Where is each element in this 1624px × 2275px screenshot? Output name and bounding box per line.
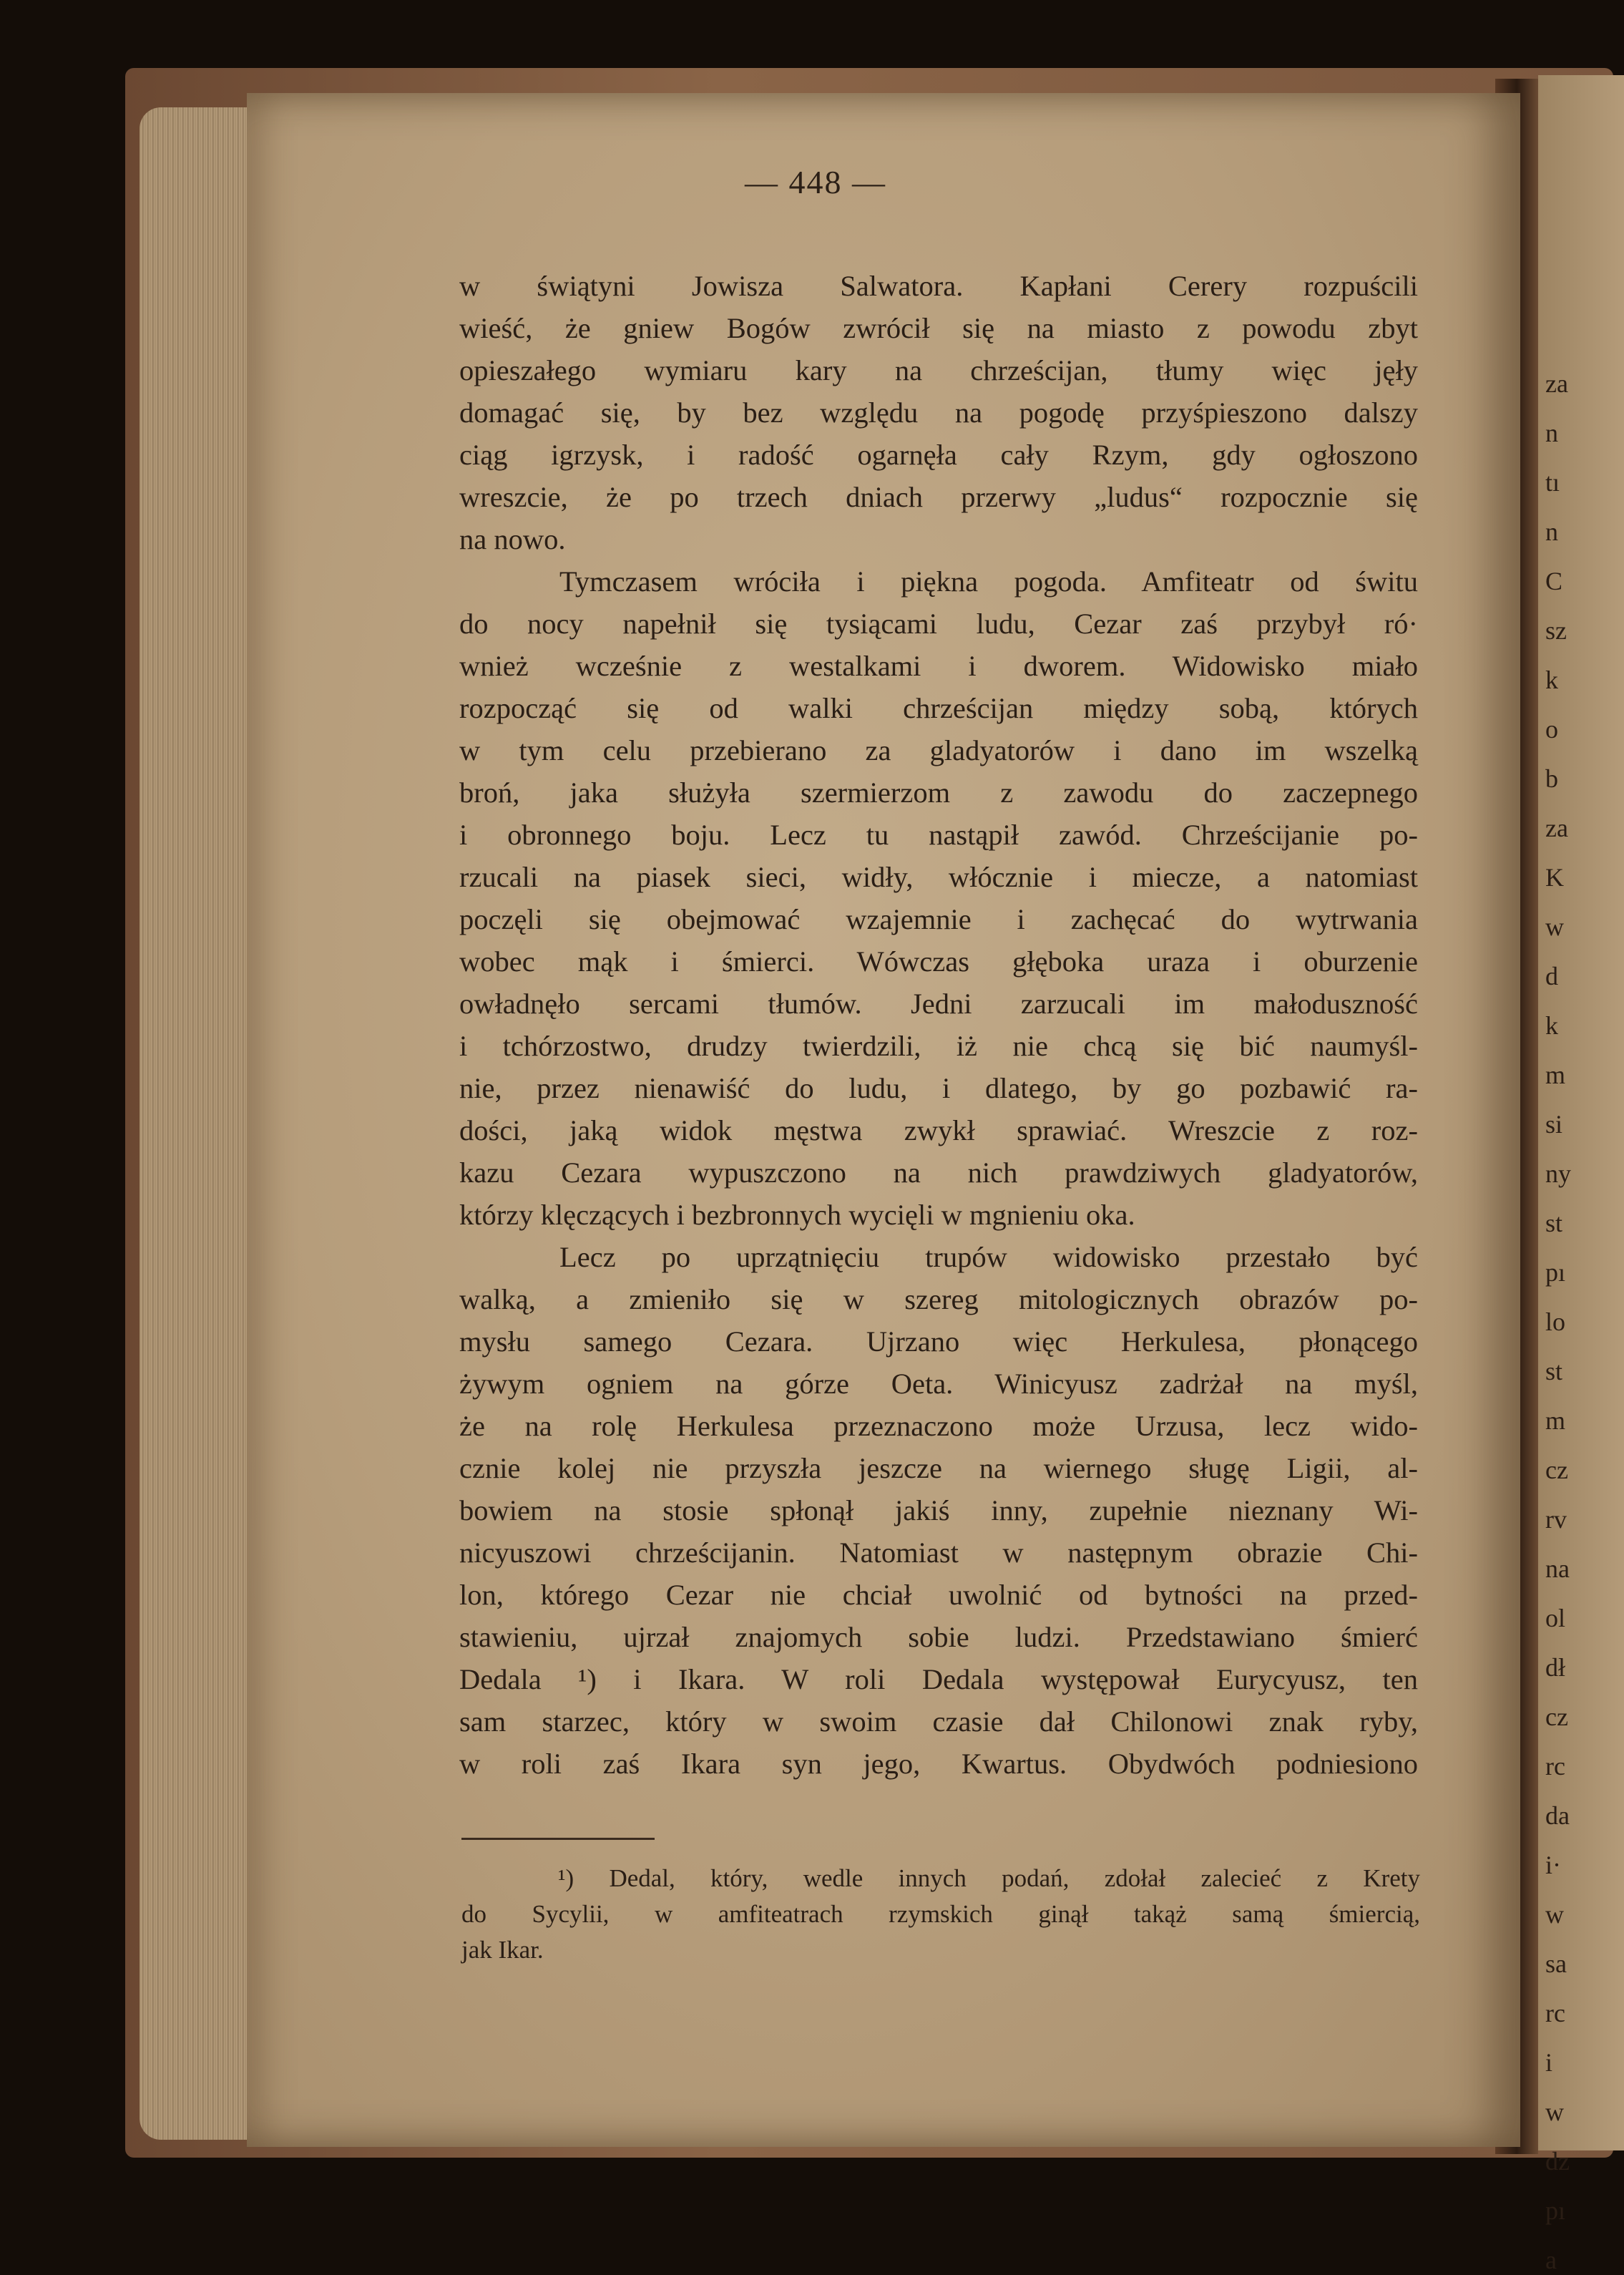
facing-page-fragment: k [1545,666,1558,694]
facing-page-fragment: o [1545,715,1558,744]
text-line: broń, jaka służyła szermierzom z zawodu do zaczepnego [459,776,1418,809]
facing-page-fragment: n [1545,419,1558,447]
text-line: bowiem na stosie spłonął jakiś inny, zupełnie nieznany Wi- [459,1494,1418,1526]
facing-page-fragment: ny [1545,1159,1571,1188]
text-line: rozpocząć się od walki chrześcijan między sobą, których [459,692,1418,724]
facing-page-fragment: cz [1545,1456,1568,1484]
text-line: Tymczasem wróciła i piękna pogoda. Amfiteatr od świtu [559,565,1418,598]
text-line: wreszcie, że po trzech dniach przerwy „ludus“ rozpocznie się [459,481,1418,513]
facing-page-fragment: tı [1545,468,1560,497]
facing-page-fragment: w [1545,2098,1564,2126]
page-edges [140,107,265,2140]
facing-page-fragment: i [1545,2048,1553,2077]
text-line: żywym ogniem na górze Oeta. Winicyusz zadrżał na myśl, [459,1368,1418,1400]
text-line: nie, przez nienawiść do ludu, i dlatego, by go pozbawić ra- [459,1072,1418,1104]
text-line: że na rolę Herkulesa przeznaczono może Urzusa, lecz wido- [459,1410,1418,1442]
facing-page-fragment: za [1545,369,1568,398]
facing-page-fragment: da [1545,1801,1570,1830]
text-line: w tym celu przebierano za gladyatorów i dano im wszelką [459,734,1418,766]
footnote-line: ¹) Dedal, który, wedle innych podań, zdołał zalecieć z Krety [558,1864,1420,1892]
text-line: rzucali na piasek sieci, widły, włócznie i miecze, a natomiast [459,861,1418,893]
text-line: na nowo. [459,523,566,555]
text-line: w roli zaś Ikara syn jego, Kwartus. Obydwóch podniesiono [459,1748,1418,1780]
text-line: cznie kolej nie przyszła jeszcze na wiernego sługę Ligii, al- [459,1452,1418,1484]
facing-page-fragment: rc [1545,1752,1565,1780]
footnote [461,1861,1420,1968]
facing-page-fragment: sz [1545,616,1567,645]
facing-page-fragment: cz [1545,1702,1568,1731]
text-line: walką, a zmieniło się w szereg mitologicznych obrazów po- [459,1283,1418,1315]
text-line: kazu Cezara wypuszczono na nich prawdziwych gladyatorów, [459,1156,1418,1189]
text-line: ciąg igrzysk, i radość ogarnęła cały Rzym, gdy ogłoszono [459,439,1418,471]
facing-page-fragment: pı [1545,2196,1566,2225]
text-line: domagać się, by bez względu na pogodę przyśpieszono dalszy [459,396,1418,429]
facing-page-fragment: d [1545,962,1558,990]
text-line: owładnęło sercami tłumów. Jedni zarzucali im małoduszność [459,988,1418,1020]
text-line: Dedala ¹) i Ikara. W roli Dedala występował Eurycyusz, ten [459,1663,1418,1695]
facing-page-fragment: st [1545,1209,1563,1237]
facing-page-fragment: rc [1545,1999,1565,2027]
text-line: Lecz po uprzątnięciu trupów widowisko przestało być [559,1241,1418,1273]
facing-page-fragment: K [1545,863,1564,892]
text-line: stawieniu, ujrzał znajomych sobie ludzi. Przedstawiano śmierć [459,1621,1418,1653]
text-line: wobec mąk i śmierci. Wówczas głęboka uraza i oburzenie [459,945,1418,978]
text-line: mysłu samego Cezara. Ujrzano więc Herkulesa, płonącego [459,1325,1418,1358]
facing-page-fragment: k [1545,1011,1558,1040]
facing-page-fragment: na [1545,1554,1570,1583]
facing-page-fragment: w [1545,912,1564,941]
facing-page-fragment: st [1545,1357,1563,1385]
text-line: sam starzec, który w swoim czasie dał Chilonowi znak ryby, [459,1705,1418,1738]
facing-page-fragment: i· [1545,1851,1561,1879]
text-line: nicyuszowi chrześcijanin. Natomiast w następnym obrazie Chi- [459,1536,1418,1569]
facing-page-fragment: w [1545,1900,1564,1929]
footnote-line: jak Ikar. [461,1936,544,1964]
text-line: do nocy napełnił się tysiącami ludu, Cezar zaś przybył ró· [459,608,1418,640]
facing-page-fragment: lo [1545,1307,1566,1336]
text-line: poczęli się obejmować wzajemnie i zachęcać do wytrwania [459,903,1418,935]
facing-page-fragment: rv [1545,1505,1567,1534]
page-number: — 448 — [745,164,886,200]
facing-page-fragment: sa [1545,1949,1567,1978]
facing-page-fragment: ol [1545,1604,1566,1632]
text-line: dości, jaką widok męstwa zwykł sprawiać. Wreszcie z roz- [459,1114,1418,1146]
facing-page-fragment: dł [1545,1653,1566,1682]
text-line: lon, którego Cezar nie chciał uwolnić od bytności na przed- [459,1579,1418,1611]
facing-page-fragment: za [1545,814,1568,842]
facing-page-fragment: si [1545,1110,1563,1139]
text-line: i tchórzostwo, drudzy twierdzili, iż nie chcą się bić naumyśl- [459,1030,1418,1062]
text-line: wieść, że gniew Bogów zwrócił się na miasto z powodu zbyt [459,312,1418,344]
facing-page-fragment: m [1545,1061,1566,1089]
facing-page-fragment: pı [1545,1258,1566,1287]
footnote-line: do Sycylii, w amfiteatrach rzymskich ginął takąż samą śmiercią, [461,1900,1420,1928]
text-line: w świątyni Jowisza Salwatora. Kapłani Cerery rozpuścili [459,270,1418,302]
text-line: którzy klęczących i bezbronnych wycięli w mgnieniu oka. [459,1199,1135,1231]
text-line: wnież wcześnie z westalkami i dworem. Widowisko miało [459,650,1418,682]
facing-page-fragment: C [1545,567,1563,595]
text-line: opieszałego wymiaru kary na chrześcijan, tłumy więc jęły [459,354,1418,386]
facing-page-fragment: m [1545,1406,1566,1435]
facing-page [1538,75,1624,2274]
facing-page-fragment: b [1545,764,1558,793]
text-line: i obronnego boju. Lecz tu nastąpił zawód. Chrześcijanie po- [459,819,1418,851]
facing-page-fragment: dz [1545,2147,1570,2176]
facing-page-fragment: n [1545,517,1558,546]
footnote-rule [461,1838,655,1840]
body-text [459,265,1418,1785]
facing-page-fragment: a [1545,2246,1557,2274]
